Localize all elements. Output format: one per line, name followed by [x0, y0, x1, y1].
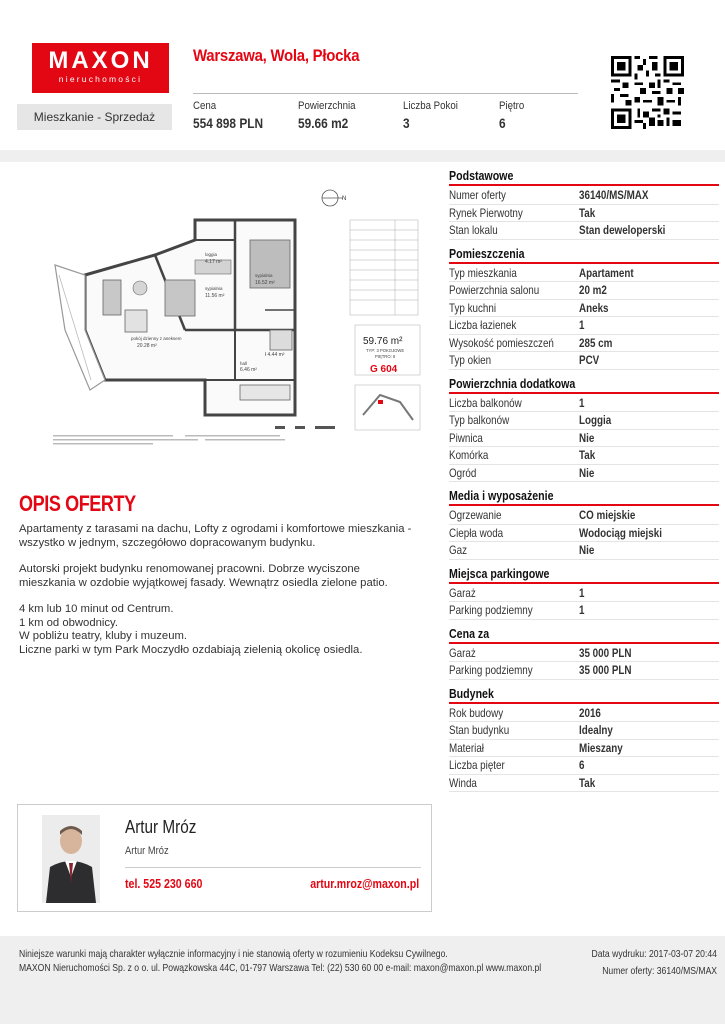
- details-row: [449, 282, 719, 300]
- footer-disclaimer: Niniejsze warunki mają charakter wyłącznie informacyjny i nie stanowią oferty w rozumieniu Kodeksu Cywilnego.: [19, 948, 448, 960]
- details-section-title: Pomieszczenia: [449, 246, 525, 261]
- property-details: [449, 168, 719, 798]
- details-value: 1: [579, 395, 585, 410]
- details-row: [449, 705, 719, 723]
- qr-code-icon[interactable]: [611, 56, 684, 129]
- stat-label: Piętro: [499, 100, 525, 112]
- details-key: Garaż: [449, 645, 476, 660]
- details-value: 1: [579, 585, 585, 600]
- agent-name: Artur Mróz: [125, 817, 197, 837]
- description-title: OPIS OFERTY: [19, 491, 136, 516]
- floor-plan-type: TYP: 3 POKOJOWE: [366, 348, 405, 353]
- details-value: CO miejskie: [579, 508, 636, 522]
- agent-phone-link[interactable]: tel. 525 230 660: [125, 877, 203, 891]
- section-underline: [449, 582, 719, 584]
- section-underline: [449, 642, 719, 644]
- details-value: 36140/MS/MAX: [579, 188, 649, 202]
- details-key: Parking podziemny: [449, 603, 533, 617]
- details-key: Rynek Pierwotny: [449, 205, 523, 220]
- details-value: PCV: [579, 353, 600, 367]
- section-underline: [449, 702, 719, 704]
- details-key: Numer oferty: [449, 188, 506, 202]
- details-key: Komórka: [449, 448, 489, 462]
- details-value: Apartament: [579, 265, 634, 280]
- details-row: [449, 740, 719, 758]
- details-section-title: Miejsca parkingowe: [449, 566, 550, 581]
- agent-card: [17, 804, 432, 912]
- location-title: Warszawa, Wola, Płocka: [193, 46, 360, 65]
- agent-photo: [42, 815, 100, 903]
- details-row: [449, 722, 719, 740]
- details-section-title: Cena za: [449, 626, 490, 641]
- details-key: Materiał: [449, 740, 485, 755]
- details-row: [449, 205, 719, 223]
- details-value: Nie: [579, 430, 595, 445]
- details-value: 35 000 PLN: [579, 645, 632, 660]
- details-section-title: Budynek: [449, 686, 494, 701]
- footer-print-date: Data wydruku: 2017-03-07 20:44: [591, 948, 717, 960]
- details-key: Ciepła woda: [449, 525, 504, 540]
- section-underline: [449, 262, 719, 264]
- section-underline: [449, 392, 719, 394]
- details-key: Rok budowy: [449, 705, 504, 720]
- footer-offer-number: Numer oferty: 36140/MS/MAX: [602, 965, 717, 977]
- svg-text:hall: hall: [240, 361, 248, 366]
- details-row: [449, 317, 719, 335]
- details-value: Tak: [579, 205, 596, 220]
- svg-text:N: N: [342, 196, 347, 202]
- details-value: 20 m2: [579, 283, 607, 297]
- details-row: [449, 187, 719, 205]
- details-row: [449, 412, 719, 430]
- details-row: [449, 542, 719, 560]
- footer-company: MAXON Nieruchomości Sp. z o o. ul. Powązkowska 44C, 01-797 Warszawa Tel: (22) 530 60 00 e-mail: maxon@maxon.pl www.maxon.pl: [19, 962, 542, 974]
- svg-text:pokój dzienny z aneksem: pokój dzienny z aneksem: [131, 336, 182, 341]
- details-key: Garaż: [449, 585, 476, 600]
- details-section: [449, 686, 719, 793]
- svg-text:20.28 m²: 20.28 m²: [137, 343, 157, 349]
- details-row: [449, 662, 719, 680]
- details-key: Powierzchnia salonu: [449, 283, 540, 297]
- details-row: [449, 335, 719, 353]
- stat-value: 3: [403, 115, 410, 131]
- details-value: Aneks: [579, 300, 609, 315]
- details-key: Typ balkonów: [449, 413, 510, 427]
- details-key: Parking podziemny: [449, 663, 533, 677]
- svg-text:ł 4.44 m²: ł 4.44 m²: [265, 352, 285, 358]
- details-section: [449, 626, 719, 680]
- details-key: Gaz: [449, 543, 468, 557]
- details-row: [449, 430, 719, 448]
- details-section: [449, 376, 719, 483]
- details-key: Liczba łazienek: [449, 318, 517, 332]
- details-value: Loggia: [579, 413, 612, 427]
- details-key: Typ okien: [449, 353, 492, 367]
- details-value: 285 cm: [579, 335, 613, 350]
- agent-divider: [125, 867, 421, 868]
- details-key: Winda: [449, 775, 477, 790]
- details-value: 6: [579, 758, 585, 772]
- details-key: Liczba balkonów: [449, 395, 522, 410]
- details-section-title: Powierzchnia dodatkowa: [449, 376, 576, 391]
- details-value: Wodociąg miejski: [579, 525, 662, 540]
- floor-plan-image[interactable]: [45, 180, 425, 455]
- section-underline: [449, 184, 719, 186]
- stat-rooms: [403, 100, 465, 131]
- floor-plan-area: 59.76 m²: [363, 336, 403, 347]
- details-value: Idealny: [579, 723, 613, 737]
- details-value: Mieszany: [579, 740, 623, 755]
- floor-plan-floor: PIĘTRO: 6: [375, 354, 396, 359]
- svg-text:6.46 m²: 6.46 m²: [240, 367, 257, 373]
- details-key: Stan budynku: [449, 723, 510, 737]
- offer-type-badge: Mieszkanie - Sprzedaż: [17, 104, 172, 130]
- stat-value: 554 898 PLN: [193, 115, 264, 131]
- section-underline: [449, 504, 719, 506]
- details-row: [449, 757, 719, 775]
- details-row: [449, 465, 719, 483]
- details-row: [449, 585, 719, 603]
- details-section: [449, 488, 719, 560]
- stat-area: [298, 100, 363, 131]
- details-key: Wysokość pomieszczeń: [449, 335, 554, 350]
- stat-label: Liczba Pokoi: [403, 100, 458, 112]
- stat-value: 6: [499, 115, 506, 131]
- details-row: [449, 395, 719, 413]
- details-key: Stan lokalu: [449, 223, 498, 237]
- details-value: Stan deweloperski: [579, 223, 666, 237]
- details-row: [449, 602, 719, 620]
- svg-text:loggia: loggia: [205, 252, 218, 257]
- description-body: [19, 523, 414, 670]
- stat-floor: [499, 100, 528, 131]
- header-band: [0, 150, 725, 162]
- details-value: 2016: [579, 705, 601, 720]
- details-key: Ogrzewanie: [449, 508, 502, 522]
- maxon-logo[interactable]: [32, 43, 169, 93]
- details-value: Tak: [579, 448, 596, 462]
- details-section-title: Podstawowe: [449, 169, 514, 183]
- header: [0, 0, 725, 150]
- details-value: Tak: [579, 775, 596, 790]
- header-divider: [193, 93, 578, 94]
- stat-value: 59.66 m2: [298, 115, 349, 131]
- details-row: [449, 775, 719, 793]
- logo-main-text: MAXON: [48, 47, 153, 74]
- svg-text:16.52 m²: 16.52 m²: [255, 280, 275, 286]
- svg-text:sypialnia: sypialnia: [255, 273, 273, 278]
- stat-price: [193, 100, 276, 131]
- details-section: [449, 566, 719, 620]
- details-section: [449, 168, 719, 240]
- details-row: [449, 300, 719, 318]
- details-value: 1: [579, 603, 585, 617]
- description-paragraph: Apartamenty z tarasami na dachu, Lofty z ogrodami i komfortowe mieszkania - wszystko w jednym, szczegółowo dopracowanym budynku.: [19, 523, 412, 549]
- details-row: [449, 222, 719, 240]
- svg-text:11.56 m²: 11.56 m²: [205, 293, 225, 299]
- details-value: Nie: [579, 465, 595, 480]
- agent-subtitle: Artur Mróz: [125, 845, 169, 857]
- description-paragraph: Autorski projekt budynku renomowanej pracowni. Dobrze wyciszone mieszkania w ozdobie wyjątkowej fasady. Wewnątrz osiedla zielone patio.: [19, 563, 388, 589]
- footer: [0, 936, 725, 1024]
- svg-text:sypialnia: sypialnia: [205, 286, 223, 291]
- svg-text:4.17 m²: 4.17 m²: [205, 259, 222, 265]
- details-key: Liczba pięter: [449, 758, 505, 772]
- details-section: [449, 246, 719, 370]
- details-row: [449, 352, 719, 370]
- details-row: [449, 265, 719, 283]
- logo-sub-text: nieruchomości: [58, 74, 143, 84]
- floor-plan-unit: G 604: [370, 364, 398, 375]
- details-key: Typ kuchni: [449, 300, 497, 315]
- details-value: Nie: [579, 543, 595, 557]
- details-row: [449, 507, 719, 525]
- agent-email-link[interactable]: artur.mroz@maxon.pl: [310, 877, 419, 891]
- stat-label: Cena: [193, 100, 217, 112]
- stat-label: Powierzchnia: [298, 100, 356, 112]
- details-row: [449, 525, 719, 543]
- details-row: [449, 447, 719, 465]
- details-key: Ogród: [449, 465, 477, 480]
- details-key: Typ mieszkania: [449, 265, 517, 280]
- details-value: 1: [579, 318, 585, 332]
- details-value: 35 000 PLN: [579, 663, 632, 677]
- description-paragraph: 4 km lub 10 minut od Centrum. 1 km od obwodnicy. W pobliżu teatry, kluby i muzeum. Liczne parki w tym Park Moczydło ozdabiają zielenią okolicę osiedla.: [19, 603, 363, 656]
- details-row: [449, 645, 719, 663]
- details-key: Piwnica: [449, 430, 483, 445]
- details-section-title: Media i wyposażenie: [449, 489, 554, 503]
